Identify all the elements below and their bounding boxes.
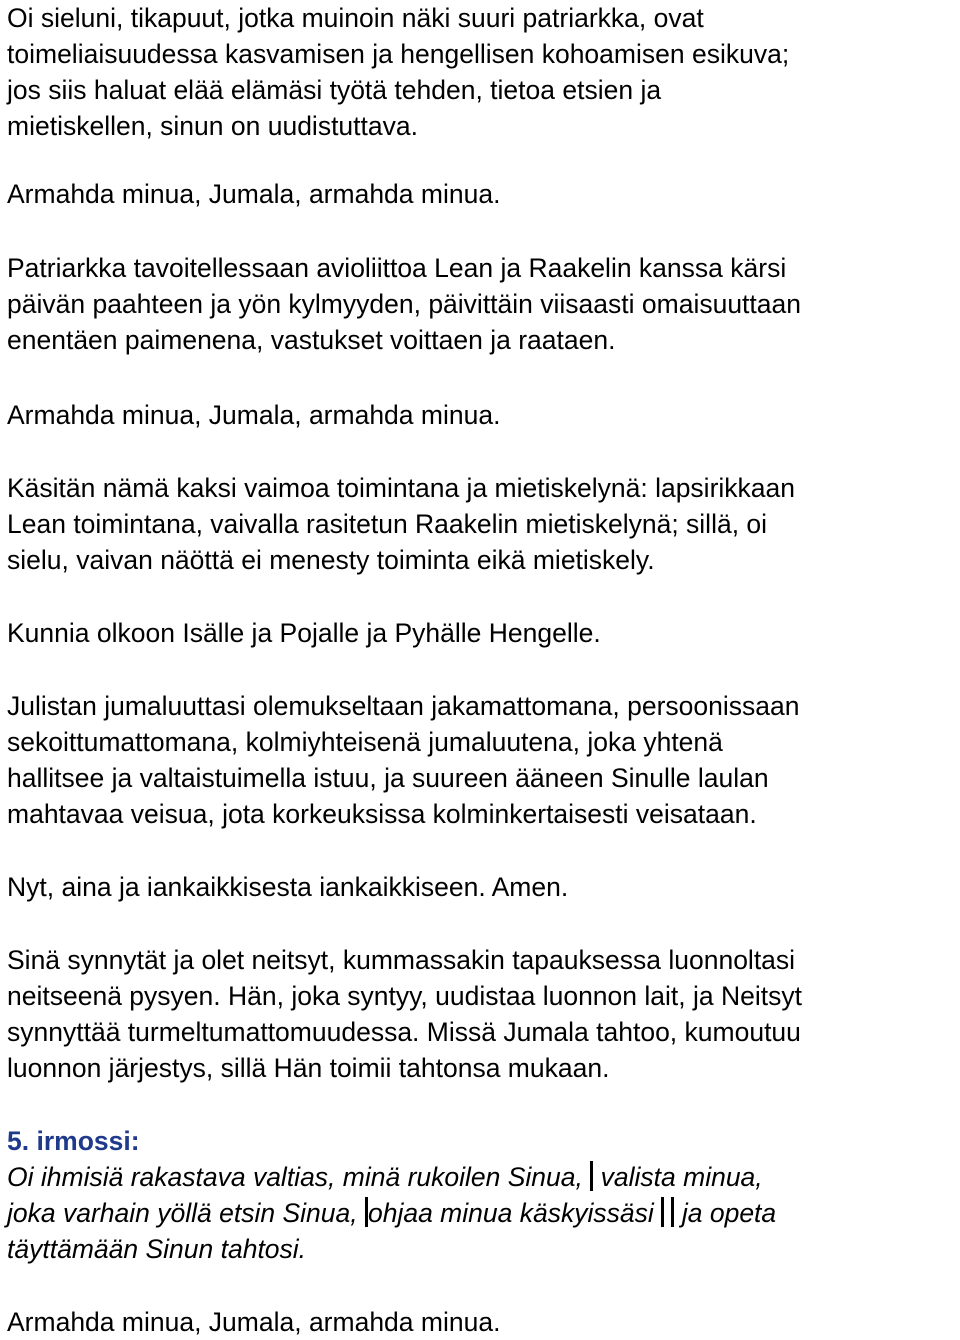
paragraph-theotokion bbox=[7, 942, 957, 1086]
text-line: Julistan jumaluuttasi olemukseltaan jakamattomana, persoonissaan bbox=[7, 691, 800, 721]
text-line: Nyt, aina ja iankaikkisesta iankaikkiseen. Amen. bbox=[7, 872, 569, 902]
text-line: päivän paahteen ja yön kylmyyden, päivittäin viisaasti omaisuuttaan bbox=[7, 289, 801, 319]
text-line: luonnon järjestys, sillä Hän toimii tahtonsa mukaan. bbox=[7, 1053, 610, 1083]
text-line: Patriarkka tavoitellessaan avioliittoa Lean ja Raakelin kanssa kärsi bbox=[7, 253, 787, 283]
text-line: Armahda minua, Jumala, armahda minua. bbox=[7, 400, 501, 430]
text-line: Armahda minua, Jumala, armahda minua. bbox=[7, 1307, 501, 1337]
text-line: mahtavaa veisua, jota korkeuksissa kolminkertaisesti veisataan. bbox=[7, 799, 757, 829]
text-line: hallitsee ja valtaistuimella istuu, ja suureen ääneen Sinulle laulan bbox=[7, 763, 769, 793]
text-line: synnyttää turmeltumattomuudessa. Missä Jumala tahtoo, kumoutuu bbox=[7, 1017, 801, 1047]
closing-refrain bbox=[7, 1304, 957, 1340]
text-line: Sinä synnytät ja olet neitsyt, kummassakin tapauksessa luonnoltasi bbox=[7, 945, 796, 975]
irmossi-block bbox=[7, 1123, 957, 1267]
irmossi-text: valista minua, bbox=[600, 1162, 763, 1192]
text-line: Armahda minua, Jumala, armahda minua. bbox=[7, 179, 501, 209]
irmossi-text: ja opeta bbox=[681, 1198, 777, 1228]
refrain-2 bbox=[7, 397, 957, 433]
verse-divider bbox=[661, 1197, 664, 1227]
text-line: sekoittumattomana, kolmiyhteisenä jumaluutena, joka yhtenä bbox=[7, 727, 723, 757]
paragraph-trinity bbox=[7, 688, 957, 832]
text-line: Kunnia olkoon Isälle ja Pojalle ja Pyhälle Hengelle. bbox=[7, 618, 601, 648]
doxology bbox=[7, 615, 957, 651]
text-line: Lean toimintana, vaivalla rasitetun Raakelin mietiskelynä; sillä, oi bbox=[7, 509, 768, 539]
text-line: mietiskellen, sinun on uudistuttava. bbox=[7, 111, 418, 141]
text-line: Oi sieluni, tikapuut, jotka muinoin näki suuri patriarkka, ovat bbox=[7, 3, 704, 33]
irmossi-text: ohjaa minua käskyissäsi bbox=[367, 1198, 654, 1228]
verse-divider bbox=[671, 1197, 674, 1227]
text-line: toimeliaisuudessa kasvamisen ja hengellisen kohoamisen esikuva; bbox=[7, 39, 790, 69]
irmossi-line: täyttämään Sinun tahtosi. bbox=[7, 1234, 307, 1264]
paragraph-patriarch bbox=[7, 250, 957, 358]
paragraph-two-wives bbox=[7, 470, 957, 578]
irmossi-heading: 5. irmossi: bbox=[7, 1126, 140, 1156]
text-line: enentäen paimenena, vastukset voittaen ja raataen. bbox=[7, 325, 616, 355]
text-line: Käsitän nämä kaksi vaimoa toimintana ja mietiskelynä: lapsirikkaan bbox=[7, 473, 795, 503]
text-line: sielu, vaivan näöttä ei menesty toiminta eikä mietiskely. bbox=[7, 545, 655, 575]
irmossi-text: joka varhain yöllä etsin Sinua, bbox=[7, 1198, 358, 1228]
irmossi-text: Oi ihmisiä rakastava valtias, minä rukoilen Sinua, bbox=[7, 1162, 583, 1192]
now-and-ever bbox=[7, 869, 957, 905]
refrain-1 bbox=[7, 176, 957, 212]
text-line: jos siis haluat elää elämäsi työtä tehden, tietoa etsien ja bbox=[7, 75, 662, 105]
text-line: neitseenä pysyen. Hän, joka syntyy, uudistaa luonnon lait, ja Neitsyt bbox=[7, 981, 802, 1011]
irmossi-line bbox=[7, 1159, 957, 1195]
verse-divider bbox=[590, 1161, 593, 1191]
paragraph-ladder bbox=[7, 0, 957, 144]
irmossi-line bbox=[7, 1195, 957, 1231]
